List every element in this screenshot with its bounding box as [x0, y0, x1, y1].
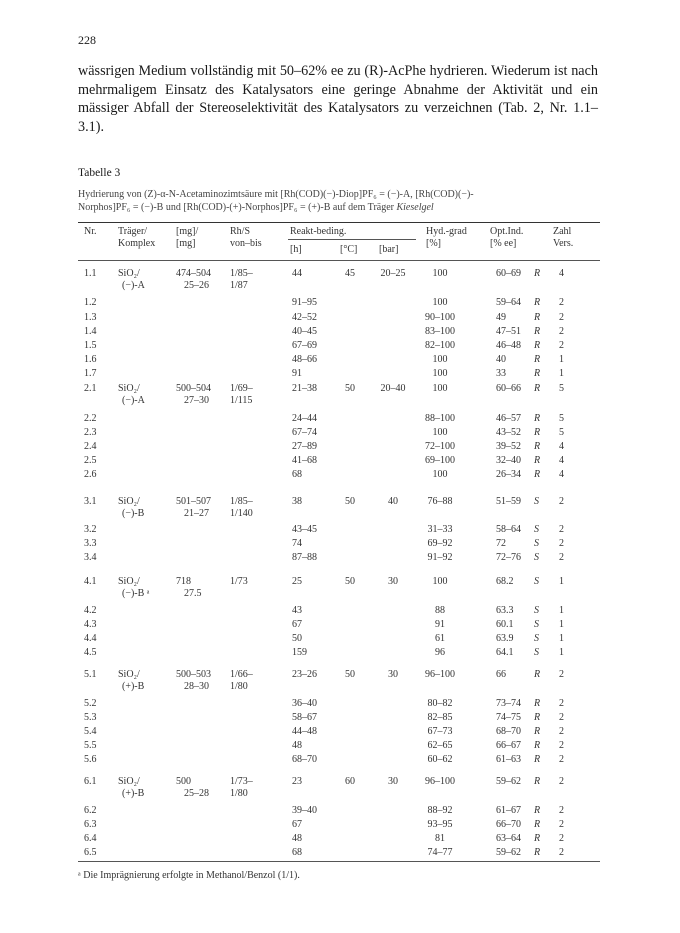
- row-carrier: SiO₂/: [118, 496, 140, 507]
- row-time: 42–52: [292, 312, 317, 323]
- row-rhs-to: 1/80: [230, 788, 248, 799]
- row-mg-complex: 25–26: [184, 280, 209, 291]
- row-config: S: [534, 647, 539, 658]
- row-hyd: 100: [432, 354, 448, 365]
- row-temp: 50: [345, 496, 355, 507]
- row-vers: 4: [559, 268, 564, 279]
- row-rhs-from: 1/69–: [230, 383, 253, 394]
- header-mg: [mg]/: [176, 226, 199, 237]
- row-config: R: [534, 740, 541, 751]
- row-opt: 39–52: [496, 441, 521, 452]
- row-time: 67–74: [292, 427, 317, 438]
- row-vers: 5: [559, 383, 564, 394]
- row-nr: 4.1: [84, 576, 97, 587]
- row-config: R: [534, 712, 541, 723]
- row-vers: 5: [559, 427, 564, 438]
- row-nr: 5.4: [84, 726, 97, 737]
- row-complex: (+)-B: [122, 681, 145, 692]
- row-hyd: 100: [432, 383, 448, 394]
- row-config: R: [534, 469, 541, 480]
- header-opt: Opt.Ind.: [490, 226, 524, 237]
- row-rhs-to: 1/87: [230, 280, 248, 291]
- row-time: 24–44: [292, 413, 317, 424]
- row-time: 50: [292, 633, 302, 644]
- row-time: 48: [292, 833, 302, 844]
- row-vers: 2: [559, 496, 564, 507]
- row-opt: 61–63: [496, 754, 521, 765]
- page-number: 228: [78, 33, 96, 47]
- row-complex: (−)-A: [122, 395, 145, 406]
- row-mg: 474–504: [176, 268, 211, 279]
- row-hyd: 88–100: [425, 413, 455, 424]
- row-opt: 58–64: [496, 524, 521, 535]
- row-time: 39–40: [292, 805, 317, 816]
- row-nr: 1.3: [84, 312, 97, 323]
- row-opt: 26–34: [496, 469, 521, 480]
- header-mg-unit: [mg]: [176, 238, 196, 249]
- row-config: R: [534, 268, 541, 279]
- row-hyd: 69–100: [425, 455, 455, 466]
- header-h: [h]: [290, 244, 302, 255]
- header-reakt: Reakt-beding.: [290, 226, 347, 237]
- row-vers: 2: [559, 805, 564, 816]
- row-config: R: [534, 354, 541, 365]
- row-time: 36–40: [292, 698, 317, 709]
- row-mg: 500: [176, 776, 191, 787]
- header-traeger: Träger/: [118, 226, 148, 237]
- row-time: 68: [292, 469, 302, 480]
- row-opt: 63.9: [496, 633, 514, 644]
- row-config: S: [534, 619, 539, 630]
- row-complex: (+)-B: [122, 788, 145, 799]
- row-config: R: [534, 833, 541, 844]
- row-opt: 72: [496, 538, 506, 549]
- header-rhs: Rh/S: [230, 226, 251, 237]
- row-opt: 63–64: [496, 833, 521, 844]
- row-opt: 60–69: [496, 268, 521, 279]
- row-pressure: 30: [388, 669, 398, 680]
- row-vers: 1: [559, 633, 564, 644]
- row-hyd: 91–92: [427, 552, 453, 563]
- row-time: 67–69: [292, 340, 317, 351]
- header-rhs-range: von–bis: [230, 238, 262, 249]
- row-carrier: SiO₂/: [118, 776, 140, 787]
- row-hyd: 100: [432, 576, 448, 587]
- row-opt: 60.1: [496, 619, 514, 630]
- row-hyd: 81: [435, 833, 445, 844]
- row-hyd: 90–100: [425, 312, 455, 323]
- row-opt: 66–67: [496, 740, 521, 751]
- row-temp: 60: [345, 776, 355, 787]
- row-vers: 2: [559, 524, 564, 535]
- row-nr: 4.3: [84, 619, 97, 630]
- row-opt: 33: [496, 368, 506, 379]
- row-time: 74: [292, 538, 302, 549]
- row-config: S: [534, 538, 539, 549]
- row-time: 41–68: [292, 455, 317, 466]
- row-rhs-from: 1/73–: [230, 776, 253, 787]
- row-time: 23: [292, 776, 302, 787]
- row-config: R: [534, 368, 541, 379]
- row-opt: 63.3: [496, 605, 514, 616]
- row-mg: 500–504: [176, 383, 211, 394]
- row-pressure: 40: [388, 496, 398, 507]
- row-hyd: 100: [432, 469, 448, 480]
- row-config: R: [534, 441, 541, 452]
- row-config: R: [534, 413, 541, 424]
- header-hyd-unit: [%]: [426, 238, 441, 249]
- row-hyd: 72–100: [425, 441, 455, 452]
- row-temp: 50: [345, 576, 355, 587]
- row-hyd: 82–100: [425, 340, 455, 351]
- row-hyd: 60–62: [427, 754, 453, 765]
- row-hyd: 100: [432, 268, 448, 279]
- row-hyd: 82–85: [427, 712, 453, 723]
- row-hyd: 88–92: [427, 805, 453, 816]
- row-nr: 1.1: [84, 268, 97, 279]
- row-opt: 46–57: [496, 413, 521, 424]
- row-opt: 32–40: [496, 455, 521, 466]
- table-label: Tabelle 3: [78, 167, 121, 179]
- row-rhs-from: 1/66–: [230, 669, 253, 680]
- row-nr: 6.3: [84, 819, 97, 830]
- row-config: R: [534, 312, 541, 323]
- row-time: 68–70: [292, 754, 317, 765]
- row-vers: 2: [559, 740, 564, 751]
- row-time: 91: [292, 368, 302, 379]
- row-config: R: [534, 776, 541, 787]
- caption-line-2: Norphos]PF₆ = (−)-B und [Rh(COD)-(+)-Norphos]PF₆ = (+)-B auf dem Träger: [78, 202, 394, 213]
- row-config: R: [534, 754, 541, 765]
- row-mg: 500–503: [176, 669, 211, 680]
- row-time: 27–89: [292, 441, 317, 452]
- row-config: R: [534, 726, 541, 737]
- row-nr: 5.5: [84, 740, 97, 751]
- row-nr: 1.2: [84, 297, 97, 308]
- row-rhs-to: 1/115: [230, 395, 253, 406]
- row-config: R: [534, 383, 541, 394]
- row-rhs-from: 1/85–: [230, 496, 253, 507]
- row-config: R: [534, 455, 541, 466]
- row-opt: 59–62: [496, 776, 521, 787]
- row-time: 67: [292, 819, 302, 830]
- header-bar: [bar]: [379, 244, 399, 255]
- row-vers: 2: [559, 833, 564, 844]
- row-opt: 49: [496, 312, 506, 323]
- row-nr: 5.6: [84, 754, 97, 765]
- row-vers: 5: [559, 413, 564, 424]
- row-vers: 2: [559, 326, 564, 337]
- table-header-rule: [78, 260, 600, 261]
- row-nr: 2.5: [84, 455, 97, 466]
- row-vers: 2: [559, 726, 564, 737]
- row-hyd: 96: [435, 647, 445, 658]
- row-hyd: 61: [435, 633, 445, 644]
- row-vers: 2: [559, 712, 564, 723]
- row-mg-complex: 27–30: [184, 395, 209, 406]
- row-hyd: 67–73: [427, 726, 453, 737]
- row-config: R: [534, 819, 541, 830]
- row-pressure: 20–40: [380, 383, 406, 394]
- row-rhs-to: 1/140: [230, 508, 253, 519]
- row-config: R: [534, 297, 541, 308]
- header-c: [°C]: [340, 244, 358, 255]
- row-mg-complex: 28–30: [184, 681, 209, 692]
- row-vers: 1: [559, 605, 564, 616]
- row-nr: 2.3: [84, 427, 97, 438]
- row-vers: 2: [559, 297, 564, 308]
- row-nr: 4.2: [84, 605, 97, 616]
- row-hyd: 100: [432, 297, 448, 308]
- row-time: 91–95: [292, 297, 317, 308]
- row-opt: 60–66: [496, 383, 521, 394]
- row-vers: 2: [559, 669, 564, 680]
- row-opt: 40: [496, 354, 506, 365]
- row-time: 159: [292, 647, 307, 658]
- row-nr: 6.4: [84, 833, 97, 844]
- row-opt: 59–64: [496, 297, 521, 308]
- row-config: R: [534, 340, 541, 351]
- row-opt: 47–51: [496, 326, 521, 337]
- header-vers: Vers.: [553, 238, 574, 249]
- row-vers: 2: [559, 754, 564, 765]
- row-vers: 4: [559, 455, 564, 466]
- row-nr: 5.3: [84, 712, 97, 723]
- row-nr: 5.2: [84, 698, 97, 709]
- row-time: 44–48: [292, 726, 317, 737]
- row-time: 43: [292, 605, 302, 616]
- row-vers: 4: [559, 441, 564, 452]
- row-nr: 1.5: [84, 340, 97, 351]
- table-top-rule: [78, 222, 600, 223]
- row-vers: 1: [559, 368, 564, 379]
- row-temp: 50: [345, 383, 355, 394]
- row-opt: 68.2: [496, 576, 514, 587]
- row-opt: 46–48: [496, 340, 521, 351]
- row-vers: 2: [559, 847, 564, 858]
- row-pressure: 30: [388, 576, 398, 587]
- row-nr: 1.4: [84, 326, 97, 337]
- row-vers: 4: [559, 469, 564, 480]
- row-vers: 1: [559, 647, 564, 658]
- row-time: 38: [292, 496, 302, 507]
- row-time: 44: [292, 268, 302, 279]
- caption-line-1: Hydrierung von (Z)-α-N-Acetaminozimtsäure mit [Rh(COD)(−)-Diop]PF₆ = (−)-A, [Rh(COD)(−)-: [78, 189, 474, 200]
- row-mg: 501–507: [176, 496, 211, 507]
- row-carrier: SiO₂/: [118, 576, 140, 587]
- row-nr: 3.2: [84, 524, 97, 535]
- row-complex: (−)-B ᵃ: [122, 588, 150, 599]
- row-config: R: [534, 669, 541, 680]
- row-mg-complex: 21–27: [184, 508, 209, 519]
- row-mg-complex: 25–28: [184, 788, 209, 799]
- row-vers: 2: [559, 552, 564, 563]
- row-config: S: [534, 576, 539, 587]
- row-time: 67: [292, 619, 302, 630]
- row-carrier: SiO₂/: [118, 669, 140, 680]
- row-opt: 73–74: [496, 698, 521, 709]
- row-opt: 68–70: [496, 726, 521, 737]
- row-nr: 4.4: [84, 633, 97, 644]
- row-opt: 66: [496, 669, 506, 680]
- header-nr: Nr.: [84, 226, 97, 237]
- row-hyd: 96–100: [425, 776, 455, 787]
- row-time: 48: [292, 740, 302, 751]
- row-nr: 3.1: [84, 496, 97, 507]
- row-time: 21–38: [292, 383, 317, 394]
- footnote: ᵃ Die Imprägnierung erfolgte in Methanol/Benzol (1/1).: [78, 870, 300, 881]
- row-pressure: 30: [388, 776, 398, 787]
- row-nr: 2.4: [84, 441, 97, 452]
- caption-support: Kieselgel: [396, 202, 434, 213]
- row-config: R: [534, 805, 541, 816]
- row-hyd: 93–95: [427, 819, 453, 830]
- row-hyd: 88: [435, 605, 445, 616]
- row-vers: 1: [559, 354, 564, 365]
- table-bottom-rule: [78, 861, 600, 862]
- row-complex: (−)-A: [122, 280, 145, 291]
- row-nr: 5.1: [84, 669, 97, 680]
- header-hyd: Hyd.-grad: [426, 226, 467, 237]
- row-hyd: 100: [432, 368, 448, 379]
- row-config: S: [534, 552, 539, 563]
- row-rhs-from: 1/73: [230, 576, 248, 587]
- row-temp: 45: [345, 268, 355, 279]
- row-nr: 2.1: [84, 383, 97, 394]
- row-vers: 1: [559, 619, 564, 630]
- row-hyd: 31–33: [427, 524, 453, 535]
- row-nr: 2.6: [84, 469, 97, 480]
- row-time: 58–67: [292, 712, 317, 723]
- row-config: S: [534, 605, 539, 616]
- row-hyd: 96–100: [425, 669, 455, 680]
- row-hyd: 83–100: [425, 326, 455, 337]
- row-config: R: [534, 326, 541, 337]
- intro-paragraph: wässrigen Medium vollständig mit 50–62% ee zu (R)-AcPhe hydrieren. Wiederum ist nach mehrmaligem Einsatz des Katalysators eine geringe Abnahme der Aktivität und ein mässiger Abfall der Stereoselektivität des Katalysators zu verzeichnen (Tab. 2, Nr. 1.1–3.1).: [78, 63, 598, 135]
- row-config: R: [534, 847, 541, 858]
- reakt-subrule: [288, 239, 416, 240]
- header-zahl: Zahl: [553, 226, 572, 237]
- row-time: 48–66: [292, 354, 317, 365]
- row-opt: 51–59: [496, 496, 521, 507]
- row-config: S: [534, 524, 539, 535]
- row-rhs-to: 1/80: [230, 681, 248, 692]
- row-hyd: 80–82: [427, 698, 453, 709]
- row-nr: 6.2: [84, 805, 97, 816]
- row-nr: 4.5: [84, 647, 97, 658]
- row-nr: 2.2: [84, 413, 97, 424]
- row-config: R: [534, 427, 541, 438]
- row-vers: 2: [559, 538, 564, 549]
- row-carrier: SiO₂/: [118, 383, 140, 394]
- row-complex: (−)-B: [122, 508, 145, 519]
- row-vers: 2: [559, 312, 564, 323]
- row-hyd: 91: [435, 619, 445, 630]
- row-mg: 718: [176, 576, 191, 587]
- row-opt: 59–62: [496, 847, 521, 858]
- row-hyd: 69–92: [427, 538, 453, 549]
- row-nr: 3.3: [84, 538, 97, 549]
- row-mg-complex: 27.5: [184, 588, 202, 599]
- row-config: S: [534, 633, 539, 644]
- row-vers: 2: [559, 340, 564, 351]
- row-pressure: 20–25: [380, 268, 406, 279]
- row-opt: 74–75: [496, 712, 521, 723]
- row-hyd: 62–65: [427, 740, 453, 751]
- table-caption: [78, 188, 598, 214]
- row-hyd: 100: [432, 427, 448, 438]
- row-time: 25: [292, 576, 302, 587]
- row-opt: 64.1: [496, 647, 514, 658]
- row-opt: 66–70: [496, 819, 521, 830]
- row-config: S: [534, 496, 539, 507]
- row-opt: 43–52: [496, 427, 521, 438]
- row-nr: 1.6: [84, 354, 97, 365]
- row-time: 43–45: [292, 524, 317, 535]
- row-hyd: 74–77: [427, 847, 453, 858]
- row-vers: 2: [559, 776, 564, 787]
- row-temp: 50: [345, 669, 355, 680]
- row-time: 40–45: [292, 326, 317, 337]
- row-nr: 3.4: [84, 552, 97, 563]
- row-opt: 61–67: [496, 805, 521, 816]
- row-carrier: SiO₂/: [118, 268, 140, 279]
- row-opt: 72–76: [496, 552, 521, 563]
- row-nr: 6.5: [84, 847, 97, 858]
- row-nr: 6.1: [84, 776, 97, 787]
- row-vers: 2: [559, 819, 564, 830]
- row-time: 23–26: [292, 669, 317, 680]
- row-config: R: [534, 698, 541, 709]
- row-hyd: 76–88: [427, 496, 453, 507]
- header-opt-unit: [% ee]: [490, 238, 517, 249]
- row-time: 87–88: [292, 552, 317, 563]
- header-komplex: Komplex: [118, 238, 156, 249]
- row-time: 68: [292, 847, 302, 858]
- row-vers: 2: [559, 698, 564, 709]
- row-rhs-from: 1/85–: [230, 268, 253, 279]
- row-vers: 1: [559, 576, 564, 587]
- row-nr: 1.7: [84, 368, 97, 379]
